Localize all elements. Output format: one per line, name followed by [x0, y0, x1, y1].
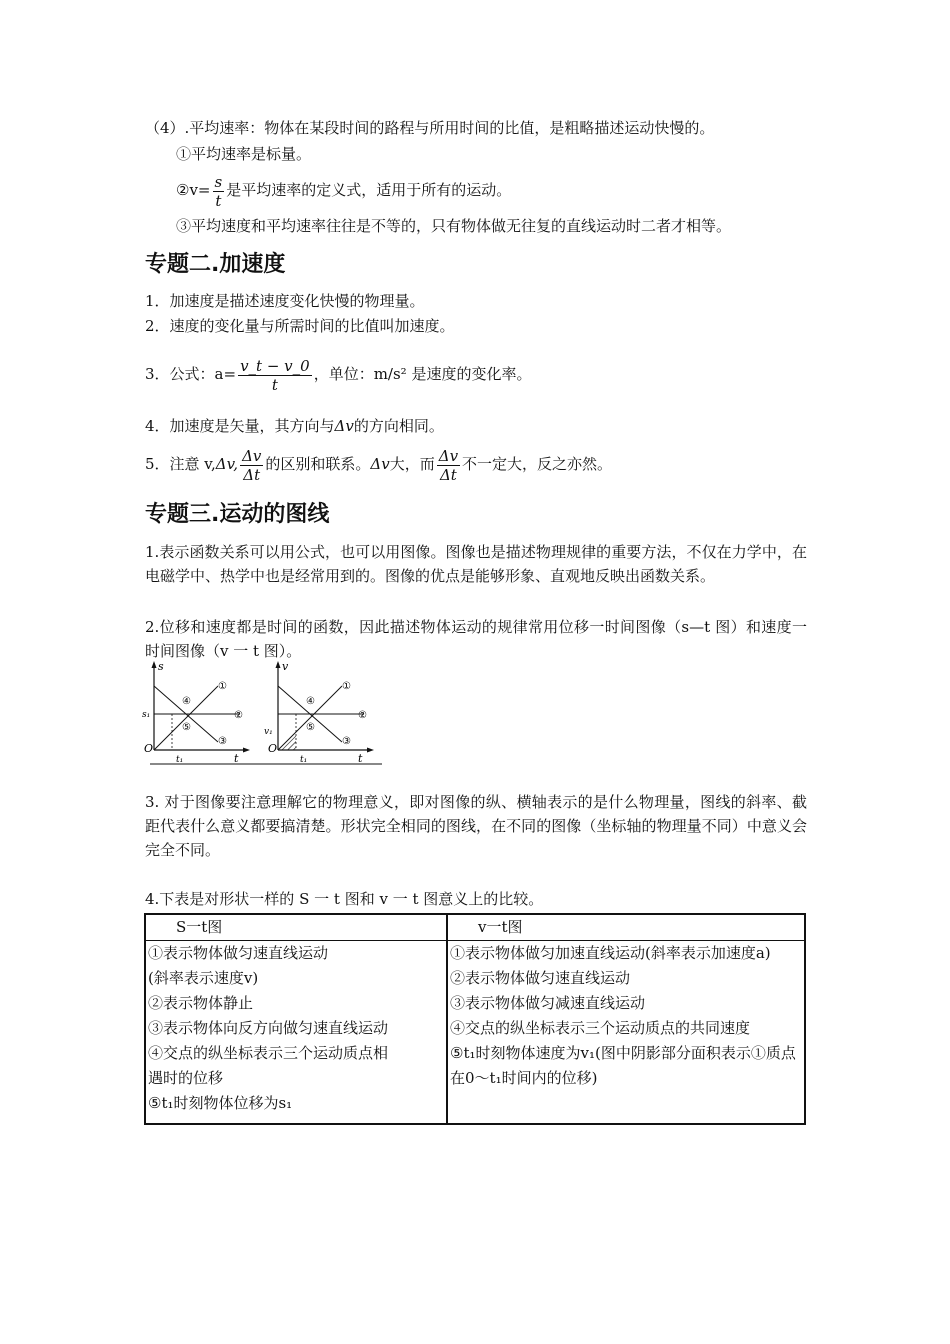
avg-speed-title: （4）.平均速率：物体在某段时间的路程与所用时间的比值，是粗略描述运动快慢的。	[145, 119, 715, 137]
accel-item-4: 4．加速度是矢量，其方向与Δv的方向相同。	[145, 417, 444, 435]
section-heading-motion-graphs: 专题三.运动的图线	[145, 502, 330, 527]
vt-label-2: ②	[358, 710, 367, 721]
table-cell-st	[145, 941, 447, 1125]
vt-meaning-line: ②表示物体做匀速直线运动	[450, 969, 631, 987]
st-meaning-line: ③表示物体向反方向做匀速直线运动	[148, 1019, 389, 1037]
vt-y-arrow	[276, 661, 281, 668]
st-x-label: t	[234, 752, 239, 765]
fraction-accel-formula: $\frac{v\_t - v\_0}{t}$	[240, 356, 310, 394]
table-header-st: S一t图	[145, 914, 447, 941]
vt-meaning-line: ①表示物体做匀加速直线运动(斜率表示加速度a)	[450, 944, 771, 962]
st-meaning-line: ①表示物体做匀速直线运动	[148, 944, 329, 962]
fraction-s-over-t: $\frac{s}{t}$	[214, 172, 223, 210]
vt-origin-label: O	[268, 742, 278, 755]
avg-speed-point-2: ②v= $\frac{s}{t}$ 是平均速率的定义式，适用于所有的运动。	[176, 172, 512, 210]
st-label-4: ④	[182, 696, 191, 707]
st-t1-label: t₁	[176, 755, 184, 765]
vt-v1-label: v₁	[264, 727, 273, 737]
vt-x-label: t	[358, 752, 363, 765]
st-y-label: s	[158, 660, 164, 673]
accel-item-5: 5．注意 v,Δv, $\frac{\Delta v}{\Delta t}$ 的区别和联系。Δv大，而 $\frac{\Delta v}{\Delta t}$ 不一定大，反之亦然。	[145, 446, 613, 484]
graphs-paragraph-1: 1.表示函数关系可以用公式，也可以用图像。图像也是描述物理规律的重要方法，不仅在力学中，在电磁学中、热学中也是经常用到的。图像的优点是能够形象、直观地反映出函数关系。	[145, 543, 807, 585]
vt-x-arrow	[367, 748, 374, 753]
vt-y-label: v	[282, 660, 289, 673]
st-y-arrow	[152, 661, 157, 668]
st-label-3: ③	[218, 736, 227, 747]
graphs-paragraph-3: 3. 对于图像要注意理解它的物理意义，即对图像的纵、横轴表示的是什么物理量，图线的斜率、截距代表什么意义都要搞清楚。形状完全相同的图线，在不同的图像（坐标轴的物理量不同）中意义会完全不同。	[145, 793, 807, 859]
st-label-2: ②	[234, 710, 243, 721]
vt-meaning-line: ③表示物体做匀减速直线运动	[450, 994, 646, 1012]
st-meaning-line: ②表示物体静止	[148, 994, 254, 1012]
st-label-5: ⑤	[182, 722, 191, 733]
vt-meaning-line: ④交点的纵坐标表示三个运动质点的共同速度	[450, 1019, 751, 1037]
st-x-arrow	[243, 748, 250, 753]
fraction-dv-dt-1: $\frac{\Delta v}{\Delta t}$	[242, 446, 262, 484]
graphs-paragraph-4: 4.下表是对形状一样的 S 一 t 图和 v 一 t 图意义上的比较。	[145, 890, 544, 908]
fraction-dv-dt-2: $\frac{\Delta v}{\Delta t}$	[438, 446, 459, 484]
accel-item-1: 1．加速度是描述速度变化快慢的物理量。	[145, 292, 425, 310]
table-cell-vt	[447, 941, 805, 1125]
st-label-1: ①	[218, 681, 227, 692]
table-header-row	[145, 914, 805, 941]
table-row	[145, 941, 805, 1125]
accel-item-3: 3．公式：a= $\frac{v\_t - v\_0}{t}$ ，单位：m/s² 是速度的变化率。	[145, 356, 532, 394]
st-meaning-line: ⑤t₁时刻物体位移为s₁	[148, 1094, 293, 1112]
avg-speed-point-1: ①平均速率是标量。	[176, 145, 312, 163]
vt-graph	[264, 660, 374, 765]
section-heading-acceleration: 专题二.加速度	[145, 252, 286, 277]
motion-graphs-figure	[142, 658, 384, 768]
graphs-paragraph-2: 2.位移和速度都是时间的函数，因此描述物体运动的规律常用位移一时间图像（s—t 图）和速度一时间图像（v 一 t 图）。	[145, 618, 807, 660]
st-meaning-line: (斜率表示速度v)	[148, 969, 259, 987]
vt-meaning-line: ⑤t₁时刻物体速度为v₁(图中阴影部分面积表示①质点	[450, 1044, 796, 1062]
st-meaning-line: ④交点的纵坐标表示三个运动质点相	[148, 1044, 389, 1062]
st-s1-label: s₁	[142, 710, 151, 720]
vt-label-5: ⑤	[306, 722, 315, 733]
st-meaning-line: 遇时的位移	[148, 1069, 224, 1087]
avg-speed-point-3: ③平均速度和平均速率往往是不等的，只有物体做无往复的直线运动时二者才相等。	[176, 217, 732, 235]
vt-t1-label: t₁	[300, 755, 308, 765]
vt-meaning-line: 在0～t₁时间内的位移)	[450, 1069, 598, 1087]
comparison-table	[144, 913, 806, 1125]
accel-item-2: 2．速度的变化量与所需时间的比值叫加速度。	[145, 317, 455, 335]
vt-label-3: ③	[342, 736, 351, 747]
vt-label-4: ④	[306, 696, 315, 707]
vt-label-1: ①	[342, 681, 351, 692]
st-origin-label: O	[144, 742, 154, 755]
table-header-vt: v一t图	[447, 914, 805, 941]
st-graph	[142, 660, 250, 765]
